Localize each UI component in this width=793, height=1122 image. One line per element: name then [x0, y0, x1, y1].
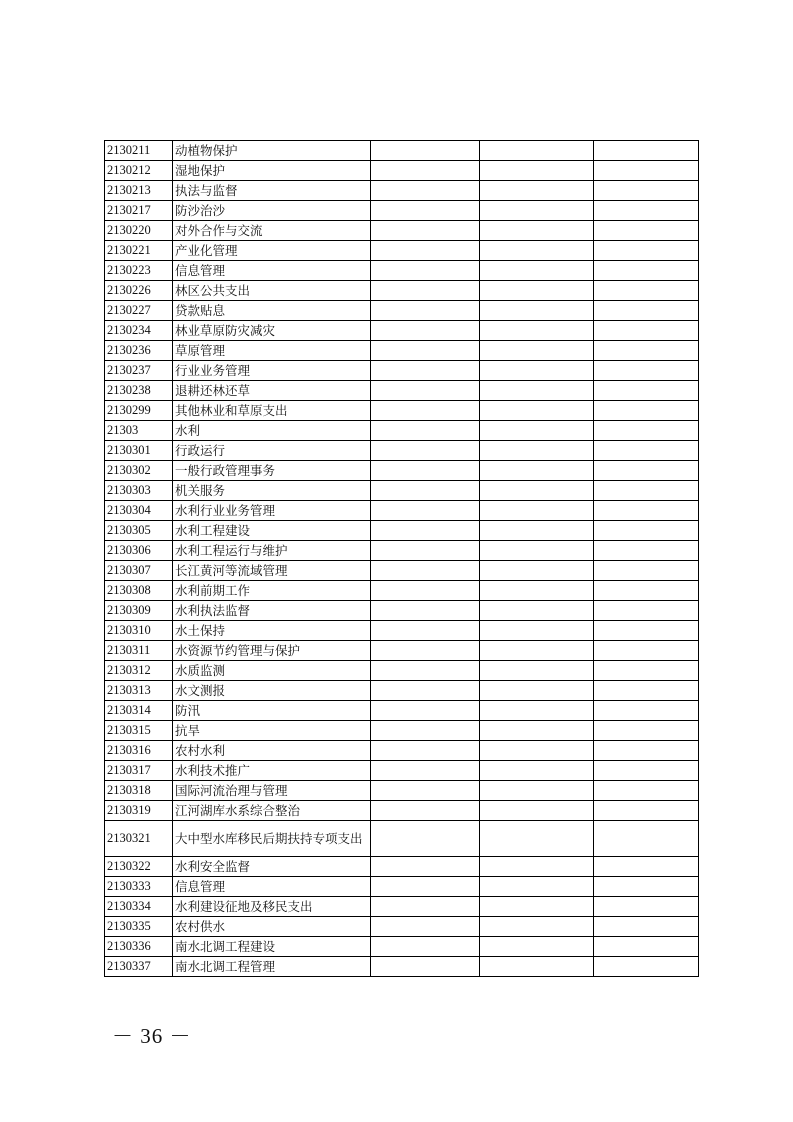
empty-value-cell	[480, 481, 594, 501]
empty-value-cell	[371, 721, 480, 741]
empty-value-cell	[480, 401, 594, 421]
empty-value-cell	[371, 441, 480, 461]
empty-value-cell	[594, 621, 699, 641]
table-row	[105, 721, 699, 741]
item-name-cell: 信息管理	[173, 877, 371, 897]
empty-value-cell	[371, 361, 480, 381]
table-row	[105, 201, 699, 221]
item-code-cell: 2130302	[105, 461, 173, 481]
empty-value-cell	[371, 781, 480, 801]
empty-value-cell	[594, 181, 699, 201]
empty-value-cell	[371, 461, 480, 481]
empty-value-cell	[371, 261, 480, 281]
empty-value-cell	[371, 521, 480, 541]
item-code-cell: 2130314	[105, 701, 173, 721]
empty-value-cell	[594, 741, 699, 761]
item-name-cell: 防汛	[173, 701, 371, 721]
item-code-cell: 2130311	[105, 641, 173, 661]
item-code-cell: 2130301	[105, 441, 173, 461]
item-code-cell: 2130334	[105, 897, 173, 917]
empty-value-cell	[594, 321, 699, 341]
empty-value-cell	[594, 897, 699, 917]
item-name-cell: 水利执法监督	[173, 601, 371, 621]
empty-value-cell	[371, 421, 480, 441]
empty-value-cell	[594, 721, 699, 741]
table-row	[105, 661, 699, 681]
item-name-cell: 长江黄河等流域管理	[173, 561, 371, 581]
item-code-cell: 2130237	[105, 361, 173, 381]
table-row	[105, 781, 699, 801]
empty-value-cell	[480, 681, 594, 701]
empty-value-cell	[480, 957, 594, 977]
item-name-cell: 大中型水库移民后期扶持专项支出	[173, 821, 371, 857]
empty-value-cell	[371, 161, 480, 181]
empty-value-cell	[371, 621, 480, 641]
empty-value-cell	[371, 401, 480, 421]
empty-value-cell	[594, 281, 699, 301]
empty-value-cell	[480, 461, 594, 481]
item-code-cell: 2130321	[105, 821, 173, 857]
table-row	[105, 261, 699, 281]
empty-value-cell	[594, 641, 699, 661]
empty-value-cell	[594, 581, 699, 601]
item-name-cell: 水利	[173, 421, 371, 441]
table-row	[105, 521, 699, 541]
empty-value-cell	[480, 381, 594, 401]
empty-value-cell	[371, 957, 480, 977]
item-name-cell: 防沙治沙	[173, 201, 371, 221]
empty-value-cell	[371, 681, 480, 701]
item-code-cell: 2130212	[105, 161, 173, 181]
table-row	[105, 301, 699, 321]
table-row	[105, 581, 699, 601]
item-code-cell: 2130318	[105, 781, 173, 801]
empty-value-cell	[480, 937, 594, 957]
empty-value-cell	[594, 241, 699, 261]
item-name-cell: 国际河流治理与管理	[173, 781, 371, 801]
item-name-cell: 江河湖库水系综合整治	[173, 801, 371, 821]
table-row	[105, 937, 699, 957]
item-name-cell: 农村水利	[173, 741, 371, 761]
empty-value-cell	[371, 937, 480, 957]
table-row	[105, 401, 699, 421]
table-row	[105, 761, 699, 781]
item-code-cell: 2130310	[105, 621, 173, 641]
item-name-cell: 农村供水	[173, 917, 371, 937]
table-row	[105, 361, 699, 381]
table-row	[105, 481, 699, 501]
item-name-cell: 南水北调工程管理	[173, 957, 371, 977]
item-name-cell: 水利技术推广	[173, 761, 371, 781]
empty-value-cell	[594, 201, 699, 221]
item-name-cell: 草原管理	[173, 341, 371, 361]
item-name-cell: 动植物保护	[173, 141, 371, 161]
item-name-cell: 水土保持	[173, 621, 371, 641]
empty-value-cell	[371, 601, 480, 621]
empty-value-cell	[371, 221, 480, 241]
empty-value-cell	[480, 741, 594, 761]
item-code-cell: 2130316	[105, 741, 173, 761]
empty-value-cell	[371, 561, 480, 581]
item-code-cell: 2130227	[105, 301, 173, 321]
item-name-cell: 产业化管理	[173, 241, 371, 261]
item-code-cell: 2130312	[105, 661, 173, 681]
item-name-cell: 水利安全监督	[173, 857, 371, 877]
empty-value-cell	[371, 541, 480, 561]
item-name-cell: 水利工程建设	[173, 521, 371, 541]
empty-value-cell	[480, 361, 594, 381]
empty-value-cell	[480, 621, 594, 641]
empty-value-cell	[371, 481, 480, 501]
empty-value-cell	[594, 857, 699, 877]
empty-value-cell	[480, 561, 594, 581]
empty-value-cell	[594, 877, 699, 897]
empty-value-cell	[594, 681, 699, 701]
table-row	[105, 321, 699, 341]
item-code-cell: 2130305	[105, 521, 173, 541]
item-name-cell: 南水北调工程建设	[173, 937, 371, 957]
empty-value-cell	[480, 521, 594, 541]
empty-value-cell	[594, 301, 699, 321]
item-code-cell: 2130336	[105, 937, 173, 957]
item-code-cell: 2130236	[105, 341, 173, 361]
item-code-cell: 2130313	[105, 681, 173, 701]
empty-value-cell	[371, 897, 480, 917]
empty-value-cell	[594, 341, 699, 361]
item-name-cell: 湿地保护	[173, 161, 371, 181]
empty-value-cell	[594, 541, 699, 561]
empty-value-cell	[480, 221, 594, 241]
item-code-cell: 2130308	[105, 581, 173, 601]
item-code-cell: 2130226	[105, 281, 173, 301]
item-code-cell: 2130303	[105, 481, 173, 501]
empty-value-cell	[480, 877, 594, 897]
table-row	[105, 421, 699, 441]
item-code-cell: 2130213	[105, 181, 173, 201]
empty-value-cell	[371, 877, 480, 897]
empty-value-cell	[480, 141, 594, 161]
empty-value-cell	[480, 641, 594, 661]
empty-value-cell	[371, 581, 480, 601]
empty-value-cell	[480, 801, 594, 821]
item-name-cell: 执法与监督	[173, 181, 371, 201]
empty-value-cell	[594, 441, 699, 461]
empty-value-cell	[594, 957, 699, 977]
table-row	[105, 857, 699, 877]
empty-value-cell	[480, 897, 594, 917]
table-row	[105, 957, 699, 977]
table-row	[105, 917, 699, 937]
table-row	[105, 541, 699, 561]
item-code-cell: 2130306	[105, 541, 173, 561]
item-code-cell: 2130211	[105, 141, 173, 161]
empty-value-cell	[480, 321, 594, 341]
empty-value-cell	[594, 501, 699, 521]
empty-value-cell	[371, 701, 480, 721]
empty-value-cell	[371, 341, 480, 361]
empty-value-cell	[480, 821, 594, 857]
empty-value-cell	[371, 241, 480, 261]
empty-value-cell	[594, 601, 699, 621]
item-code-cell: 2130317	[105, 761, 173, 781]
table-row	[105, 897, 699, 917]
budget-table	[104, 140, 699, 977]
empty-value-cell	[480, 301, 594, 321]
item-name-cell: 水利行业业务管理	[173, 501, 371, 521]
empty-value-cell	[480, 441, 594, 461]
table-row	[105, 877, 699, 897]
table-row	[105, 561, 699, 581]
item-code-cell: 2130333	[105, 877, 173, 897]
item-code-cell: 2130335	[105, 917, 173, 937]
empty-value-cell	[371, 741, 480, 761]
empty-value-cell	[480, 761, 594, 781]
table-row	[105, 381, 699, 401]
item-name-cell: 机关服务	[173, 481, 371, 501]
empty-value-cell	[594, 937, 699, 957]
empty-value-cell	[371, 381, 480, 401]
table-row	[105, 741, 699, 761]
empty-value-cell	[371, 857, 480, 877]
empty-value-cell	[371, 801, 480, 821]
item-code-cell: 2130304	[105, 501, 173, 521]
item-code-cell: 2130217	[105, 201, 173, 221]
empty-value-cell	[480, 501, 594, 521]
empty-value-cell	[371, 281, 480, 301]
table-body	[105, 141, 699, 977]
item-name-cell: 水文测报	[173, 681, 371, 701]
item-name-cell: 行政运行	[173, 441, 371, 461]
item-code-cell: 2130223	[105, 261, 173, 281]
item-code-cell: 2130220	[105, 221, 173, 241]
empty-value-cell	[371, 821, 480, 857]
empty-value-cell	[371, 181, 480, 201]
item-name-cell: 行业业务管理	[173, 361, 371, 381]
table-row	[105, 601, 699, 621]
empty-value-cell	[371, 141, 480, 161]
empty-value-cell	[594, 401, 699, 421]
table-row	[105, 161, 699, 181]
item-name-cell: 水利前期工作	[173, 581, 371, 601]
empty-value-cell	[594, 421, 699, 441]
item-name-cell: 林区公共支出	[173, 281, 371, 301]
empty-value-cell	[371, 301, 480, 321]
table-row	[105, 221, 699, 241]
table-row	[105, 681, 699, 701]
empty-value-cell	[594, 821, 699, 857]
item-name-cell: 信息管理	[173, 261, 371, 281]
table-row	[105, 641, 699, 661]
item-name-cell: 水质监测	[173, 661, 371, 681]
item-name-cell: 贷款贴息	[173, 301, 371, 321]
item-name-cell: 一般行政管理事务	[173, 461, 371, 481]
item-code-cell: 2130309	[105, 601, 173, 621]
empty-value-cell	[594, 661, 699, 681]
empty-value-cell	[594, 381, 699, 401]
table-row	[105, 461, 699, 481]
empty-value-cell	[594, 917, 699, 937]
item-code-cell: 2130234	[105, 321, 173, 341]
empty-value-cell	[594, 261, 699, 281]
empty-value-cell	[480, 661, 594, 681]
table-row	[105, 241, 699, 261]
table-row	[105, 281, 699, 301]
empty-value-cell	[594, 801, 699, 821]
empty-value-cell	[594, 221, 699, 241]
item-name-cell: 其他林业和草原支出	[173, 401, 371, 421]
empty-value-cell	[480, 281, 594, 301]
empty-value-cell	[371, 661, 480, 681]
empty-value-cell	[480, 161, 594, 181]
table-row	[105, 621, 699, 641]
empty-value-cell	[480, 541, 594, 561]
empty-value-cell	[480, 181, 594, 201]
empty-value-cell	[480, 241, 594, 261]
empty-value-cell	[594, 781, 699, 801]
table-row	[105, 821, 699, 857]
empty-value-cell	[594, 161, 699, 181]
empty-value-cell	[371, 641, 480, 661]
table-row	[105, 801, 699, 821]
empty-value-cell	[371, 917, 480, 937]
table-row	[105, 441, 699, 461]
item-code-cell: 2130238	[105, 381, 173, 401]
page-number: － 36 －	[112, 1024, 192, 1048]
item-code-cell: 2130322	[105, 857, 173, 877]
empty-value-cell	[480, 341, 594, 361]
item-name-cell: 水利建设征地及移民支出	[173, 897, 371, 917]
empty-value-cell	[594, 481, 699, 501]
item-code-cell: 2130307	[105, 561, 173, 581]
empty-value-cell	[594, 761, 699, 781]
table-row	[105, 181, 699, 201]
empty-value-cell	[480, 601, 594, 621]
item-code-cell: 2130221	[105, 241, 173, 261]
item-name-cell: 抗旱	[173, 721, 371, 741]
empty-value-cell	[480, 721, 594, 741]
item-code-cell: 2130319	[105, 801, 173, 821]
table-row	[105, 701, 699, 721]
empty-value-cell	[480, 857, 594, 877]
empty-value-cell	[480, 201, 594, 221]
empty-value-cell	[480, 261, 594, 281]
empty-value-cell	[371, 761, 480, 781]
table-row	[105, 501, 699, 521]
empty-value-cell	[480, 701, 594, 721]
item-name-cell: 退耕还林还草	[173, 381, 371, 401]
empty-value-cell	[594, 361, 699, 381]
item-code-cell: 2130337	[105, 957, 173, 977]
empty-value-cell	[594, 701, 699, 721]
empty-value-cell	[371, 501, 480, 521]
item-name-cell: 水资源节约管理与保护	[173, 641, 371, 661]
empty-value-cell	[480, 421, 594, 441]
item-code-cell: 2130299	[105, 401, 173, 421]
empty-value-cell	[371, 321, 480, 341]
empty-value-cell	[480, 581, 594, 601]
empty-value-cell	[594, 141, 699, 161]
empty-value-cell	[594, 461, 699, 481]
item-code-cell: 21303	[105, 421, 173, 441]
empty-value-cell	[594, 561, 699, 581]
table-row	[105, 341, 699, 361]
table-row	[105, 141, 699, 161]
item-name-cell: 水利工程运行与维护	[173, 541, 371, 561]
empty-value-cell	[480, 917, 594, 937]
item-code-cell: 2130315	[105, 721, 173, 741]
empty-value-cell	[594, 521, 699, 541]
empty-value-cell	[371, 201, 480, 221]
item-name-cell: 林业草原防灾减灾	[173, 321, 371, 341]
empty-value-cell	[480, 781, 594, 801]
item-name-cell: 对外合作与交流	[173, 221, 371, 241]
